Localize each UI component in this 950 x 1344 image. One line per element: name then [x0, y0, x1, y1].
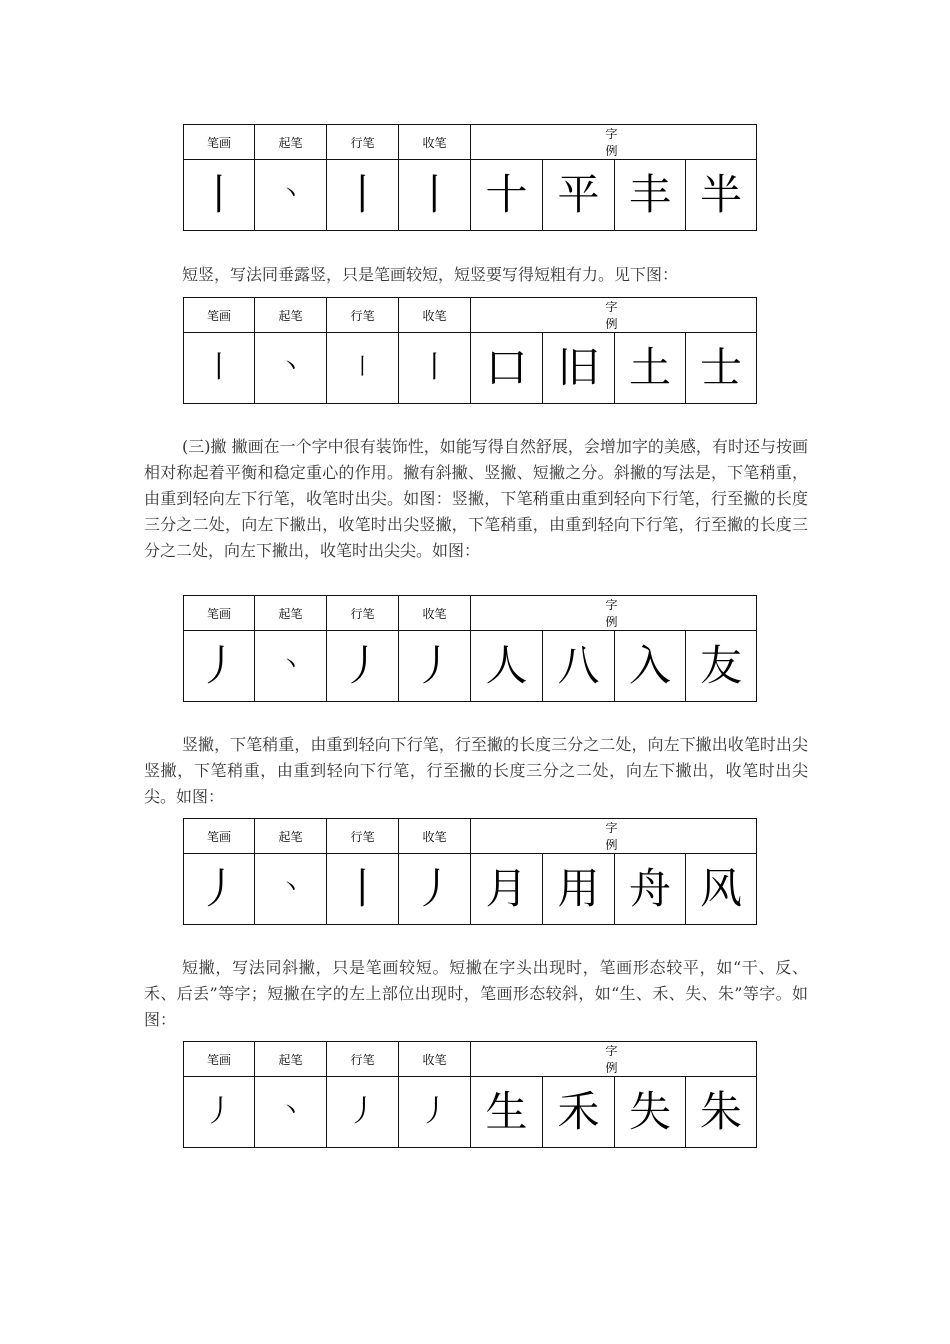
- example-char: 失: [615, 1077, 686, 1148]
- paragraph-short-left-falling: 短撇，写法同斜撇，只是笔画较短。短撇在字头出现时，笔画形态较平，如“干、反、禾、后丢”等字；短撇在字的左上部位出现时，笔画形态较斜，如“生、禾、失、朱”等字。如图：: [144, 958, 808, 1029]
- start-cell: 丶: [255, 1077, 327, 1148]
- header-end: 收笔: [399, 596, 471, 631]
- header-move: 行笔: [327, 1042, 399, 1077]
- paragraph-left-falling: (三)撇 撇画在一个字中很有装饰性，如能写得自然舒展，会增加字的美感，有时还与按画相对称起着平衡和稳定重心的作用。撇有斜撇、竖撇、短撇之分。斜撇的写法是，下笔稍重，由重到轻向左下行笔，收笔时出尖。如图：竖撇，下笔稍重由重到轻向下行笔，行至撇的长度三分之二处，向左下撇出，收笔时出尖竖撇，下笔稍重，由重到轻向下行笔，行至撇的长度三分之二处，向左下撇出，收笔时出尖尖。如图：: [144, 437, 808, 560]
- stroke-cell: 丨: [184, 160, 255, 231]
- example-char: 人: [471, 631, 543, 702]
- header-stroke: 笔画: [184, 1042, 255, 1077]
- example-char: 士: [686, 333, 757, 404]
- example-char: 禾: [543, 1077, 615, 1148]
- stroke-table-4: [183, 818, 757, 925]
- end-cell: 丿: [399, 631, 471, 702]
- header-examples: 字 例: [471, 596, 757, 631]
- example-char: 八: [543, 631, 615, 702]
- header-stroke: 笔画: [184, 125, 255, 160]
- start-cell: 丶: [255, 854, 327, 925]
- example-char: 友: [686, 631, 757, 702]
- start-cell: 丶: [255, 631, 327, 702]
- example-char: 丰: [615, 160, 686, 231]
- example-char: 生: [471, 1077, 543, 1148]
- stroke-table-3: [183, 595, 757, 702]
- example-char: 月: [471, 854, 543, 925]
- move-cell: 丨: [327, 160, 399, 231]
- example-char: 十: [471, 160, 543, 231]
- header-start: 起笔: [255, 1042, 327, 1077]
- example-char: 土: [615, 333, 686, 404]
- stroke-cell: 丿: [184, 854, 255, 925]
- example-char: 平: [543, 160, 615, 231]
- stroke-cell: 丿: [184, 1077, 255, 1148]
- header-start: 起笔: [255, 819, 327, 854]
- header-move: 行笔: [327, 298, 399, 333]
- header-stroke: 笔画: [184, 819, 255, 854]
- header-start: 起笔: [255, 125, 327, 160]
- header-stroke: 笔画: [184, 298, 255, 333]
- header-end: 收笔: [399, 125, 471, 160]
- example-char: 舟: [615, 854, 686, 925]
- header-move: 行笔: [327, 819, 399, 854]
- move-cell: 丿: [327, 1077, 399, 1148]
- header-end: 收笔: [399, 1042, 471, 1077]
- header-end: 收笔: [399, 298, 471, 333]
- header-examples: 字 例: [471, 125, 757, 160]
- stroke-table-1: [183, 124, 757, 231]
- stroke-cell: 丨: [184, 333, 255, 404]
- stroke-cell: 丿: [184, 631, 255, 702]
- header-start: 起笔: [255, 298, 327, 333]
- start-cell: 丶: [255, 160, 327, 231]
- end-cell: 丿: [399, 1077, 471, 1148]
- header-examples: 字 例: [471, 819, 757, 854]
- example-char: 半: [686, 160, 757, 231]
- header-examples: 字 例: [471, 298, 757, 333]
- example-char: 旧: [543, 333, 615, 404]
- paragraph-short-vertical: 短竖，写法同垂露竖，只是笔画较短，短竖要写得短粗有力。见下图：: [182, 265, 679, 284]
- header-move: 行笔: [327, 125, 399, 160]
- header-end: 收笔: [399, 819, 471, 854]
- move-cell: 丿: [327, 631, 399, 702]
- example-char: 朱: [686, 1077, 757, 1148]
- stroke-table-2: [183, 297, 757, 404]
- move-cell: 丨: [327, 333, 399, 404]
- header-stroke: 笔画: [184, 596, 255, 631]
- example-char: 入: [615, 631, 686, 702]
- start-cell: 丶: [255, 333, 327, 404]
- end-cell: 丨: [399, 160, 471, 231]
- stroke-table-5: [183, 1041, 757, 1148]
- example-char: 口: [471, 333, 543, 404]
- end-cell: 丿: [399, 854, 471, 925]
- header-move: 行笔: [327, 596, 399, 631]
- example-char: 用: [543, 854, 615, 925]
- paragraph-vertical-left-falling: 竖撇，下笔稍重，由重到轻向下行笔，行至撇的长度三分之二处，向左下撇出收笔时出尖竖撇，下笔稍重，由重到轻向下行笔，行至撇的长度三分之二处，向左下撇出，收笔时出尖尖。如图：: [144, 735, 808, 806]
- header-examples: 字 例: [471, 1042, 757, 1077]
- end-cell: 丨: [399, 333, 471, 404]
- example-char: 风: [686, 854, 757, 925]
- move-cell: 丨: [327, 854, 399, 925]
- header-start: 起笔: [255, 596, 327, 631]
